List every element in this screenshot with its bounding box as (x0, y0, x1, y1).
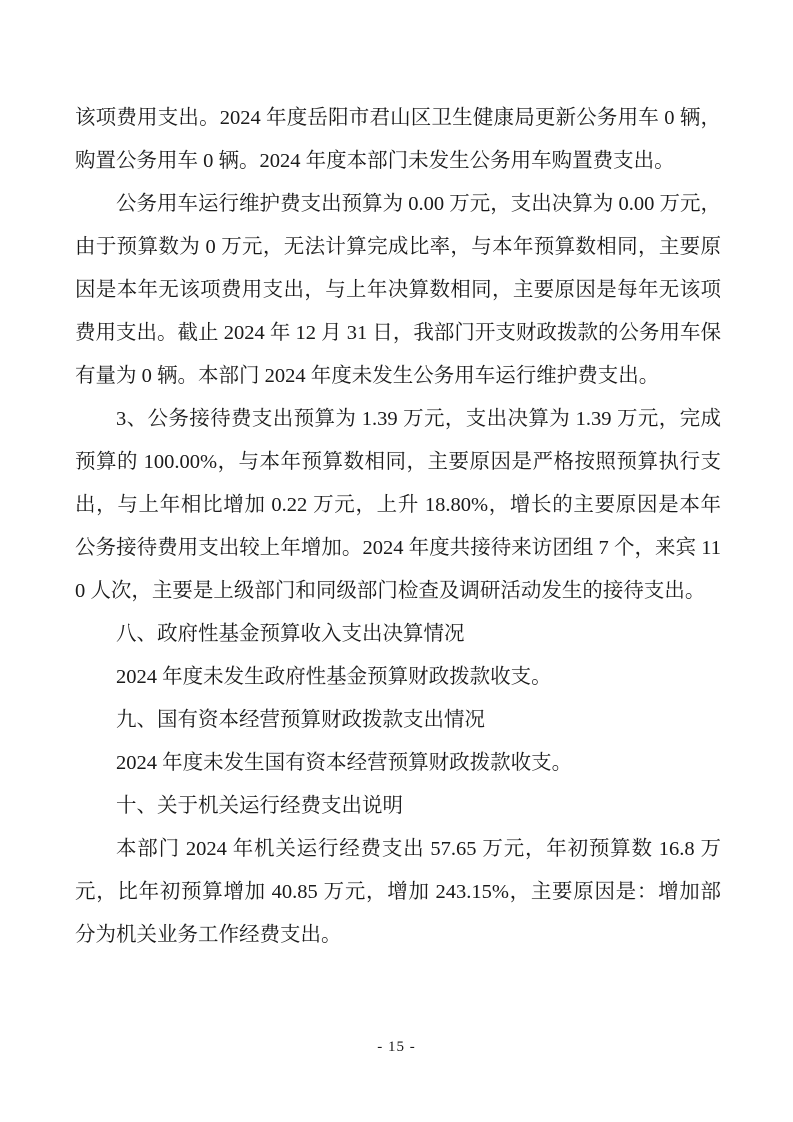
section-heading-10-operating-expenses: 十、关于机关运行经费支出说明 (116, 795, 403, 817)
body-paragraph-state-capital: 2024 年度未发生国有资本经营预算财政拨款收支。 (116, 752, 573, 774)
section-heading-8-government-funds: 八、政府性基金预算收入支出决算情况 (116, 623, 465, 645)
body-paragraph-government-funds: 2024 年度未发生政府性基金预算财政拨款收支。 (116, 666, 552, 688)
page-number: - 15 - (377, 1039, 416, 1055)
document-content (75, 97, 721, 957)
body-paragraph-official-reception: 3、公务接待费支出预算为 1.39 万元，支出决算为 1.39 万元，完成预算的 100.00%，与本年预算数相同，主要原因是严格按照预算执行支出，与上年相比增加 0.22 万元，上升 18.80%，增长的主要原因是本年公务接待费用支出较上年增加。2024 年度共接待来访团组 7 个，来宾 110 人次，主要是上级部门和同级部门检查及调研活动发生的接待支出。 (75, 408, 721, 602)
body-paragraph-vehicle-maintenance: 公务用车运行维护费支出预算为 0.00 万元，支出决算为 0.00 万元，由于预算数为 0 万元，无法计算完成比率，与本年预算数相同，主要原因是本年无该项费用支出，与上年决算数相同，主要原因是每年无该项费用支出。截止 2024 年 12 月 31 日，我部门开支财政拨款的公务用车保有量为 0 辆。本部门 2024 年度未发生公务用车运行维护费支出。 (75, 193, 721, 387)
body-paragraph-continuation: 该项费用支出。2024 年度岳阳市君山区卫生健康局更新公务用车 0 辆，购置公务用车 0 辆。2024 年度本部门未发生公务用车购置费支出。 (75, 107, 721, 172)
section-heading-9-state-capital: 九、国有资本经营预算财政拨款支出情况 (116, 709, 485, 731)
body-paragraph-operating-expenses: 本部门 2024 年机关运行经费支出 57.65 万元，年初预算数 16.8 万元，比年初预算增加 40.85 万元，增加 243.15%，主要原因是：增加部分为机关业务工作经费支出。 (75, 838, 721, 946)
